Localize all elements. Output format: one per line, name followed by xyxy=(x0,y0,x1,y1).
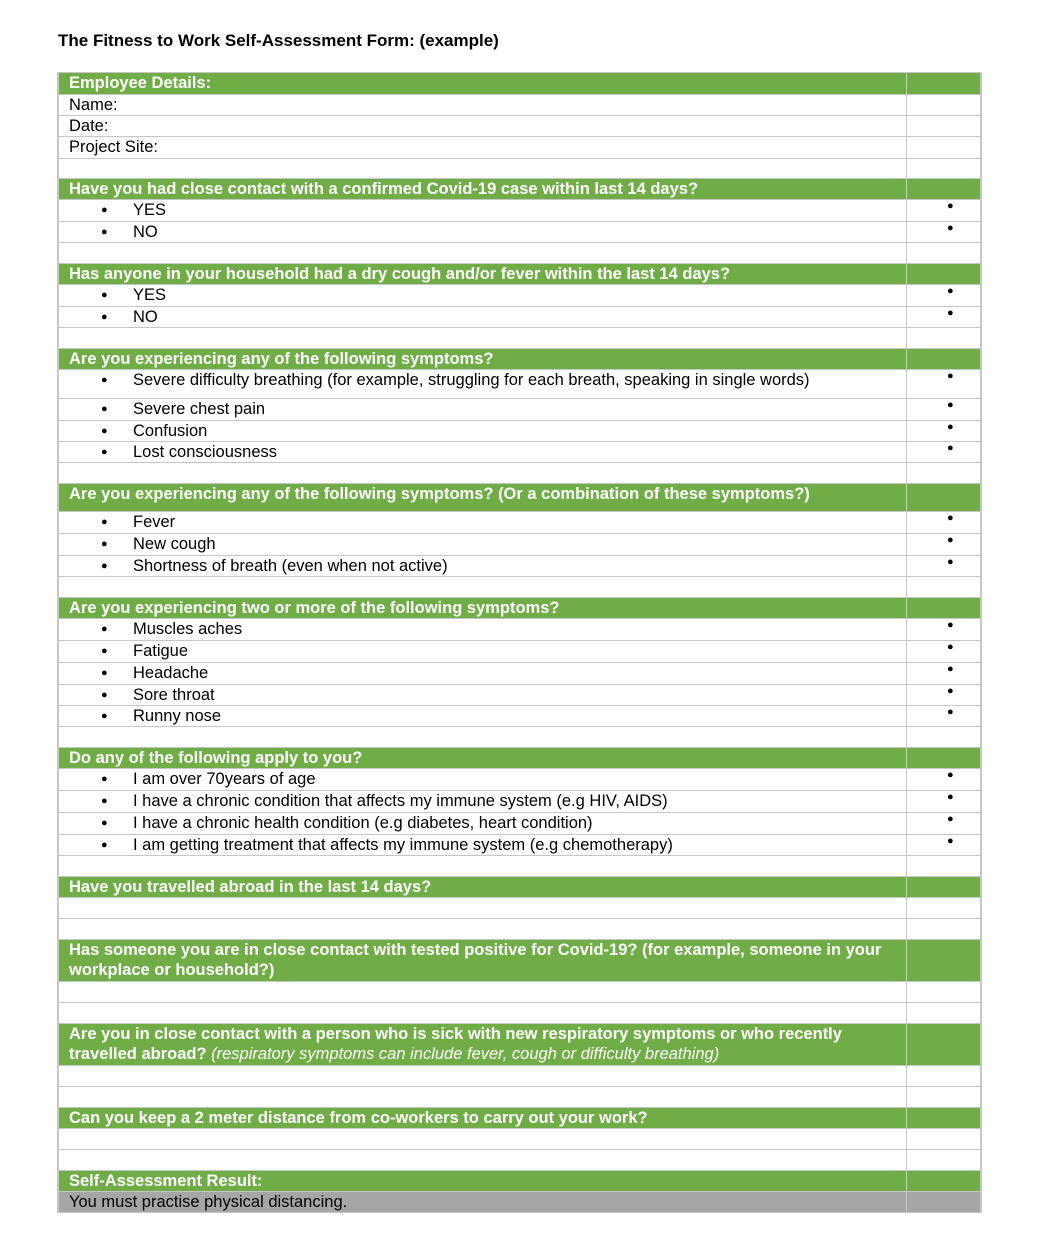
option-label: ● Severe chest pain xyxy=(59,399,907,420)
answer-bullet-icon[interactable]: ● xyxy=(947,534,954,546)
option-label: ● YES xyxy=(59,200,907,221)
result-text: You must practise physical distancing. xyxy=(59,1192,907,1212)
name-value[interactable] xyxy=(907,95,980,115)
q5-option[interactable] xyxy=(57,685,982,706)
answer-bullet-icon[interactable]: ● xyxy=(947,835,954,847)
spacer-row xyxy=(57,243,982,264)
answer-bullet-icon[interactable]: ● xyxy=(947,512,954,524)
answer-bullet-icon[interactable]: ● xyxy=(947,307,954,319)
result-row xyxy=(57,1192,982,1213)
question-text: Have you travelled abroad in the last 14 days? xyxy=(59,877,907,897)
q6-header xyxy=(57,748,982,769)
project-site-value[interactable] xyxy=(907,137,980,158)
spacer-row xyxy=(57,919,982,940)
q6-option[interactable] xyxy=(57,769,982,791)
answer-bullet-icon[interactable]: ● xyxy=(947,442,954,454)
option-label: ● I have a chronic health condition (e.g diabetes, heart condition) xyxy=(59,813,907,834)
q6-option[interactable] xyxy=(57,791,982,813)
q2-header xyxy=(57,264,982,285)
q10-header xyxy=(57,1108,982,1129)
q1-option-yes[interactable] xyxy=(57,200,982,222)
project-site-label: Project Site: xyxy=(59,137,907,158)
option-label: ● NO xyxy=(59,307,907,327)
date-value[interactable] xyxy=(907,116,980,136)
question-text xyxy=(59,1024,907,1065)
question-text-note: (respiratory symptoms can include fever, cough or difficulty breathing) xyxy=(211,1045,720,1063)
q2-option-no[interactable] xyxy=(57,307,982,328)
spacer-row xyxy=(57,727,982,748)
q1-option-no[interactable] xyxy=(57,222,982,243)
question-text: Are you experiencing two or more of the following symptoms? xyxy=(59,598,907,618)
q5-option[interactable] xyxy=(57,619,982,641)
spacer-row xyxy=(57,1003,982,1024)
q5-option[interactable] xyxy=(57,641,982,663)
option-label: ● I am over 70years of age xyxy=(59,769,907,790)
q9-header xyxy=(57,1024,982,1066)
q2-option-yes[interactable] xyxy=(57,285,982,307)
answer-bullet-icon[interactable]: ● xyxy=(947,285,954,297)
answer-bullet-icon[interactable]: ● xyxy=(947,813,954,825)
answer-bullet-icon[interactable]: ● xyxy=(947,706,954,718)
q8-header xyxy=(57,940,982,982)
option-label: ● NO xyxy=(59,222,907,242)
option-label: ● Shortness of breath (even when not active) xyxy=(59,556,907,576)
option-label: ● I have a chronic condition that affects my immune system (e.g HIV, AIDS) xyxy=(59,791,907,812)
result-header xyxy=(57,1171,982,1192)
q3-option[interactable] xyxy=(57,370,982,399)
answer-bullet-icon[interactable]: ● xyxy=(947,791,954,803)
q7-answer-row[interactable] xyxy=(57,898,982,919)
q6-option[interactable] xyxy=(57,813,982,835)
option-label: ● Severe difficulty breathing (for example, struggling for each breath, speaking in single words) xyxy=(59,370,907,398)
q3-option[interactable] xyxy=(57,442,982,463)
form-title: The Fitness to Work Self-Assessment Form: (example) xyxy=(58,31,499,50)
option-label: ● Confusion xyxy=(59,421,907,441)
q4-option[interactable] xyxy=(57,534,982,556)
answer-bullet-icon[interactable]: ● xyxy=(947,421,954,433)
option-label: ● Runny nose xyxy=(59,706,907,726)
q3-option[interactable] xyxy=(57,399,982,421)
q5-option[interactable] xyxy=(57,663,982,685)
q10-answer-row[interactable] xyxy=(57,1129,982,1150)
spacer-row xyxy=(57,1150,982,1171)
question-text: Are you experiencing any of the following symptoms? (Or a combination of these symptoms?) xyxy=(59,484,907,511)
answer-bullet-icon[interactable]: ● xyxy=(947,685,954,697)
question-text: Are you experiencing any of the following symptoms? xyxy=(59,349,907,369)
project-site-row[interactable] xyxy=(57,137,982,159)
spacer-row xyxy=(57,328,982,349)
option-label: ● Muscles aches xyxy=(59,619,907,640)
assessment-table xyxy=(57,72,982,1213)
option-label: ● I am getting treatment that affects my immune system (e.g chemotherapy) xyxy=(59,835,907,855)
name-row[interactable] xyxy=(57,95,982,116)
date-label: Date: xyxy=(59,116,907,136)
spacer-row xyxy=(57,463,982,484)
name-label: Name: xyxy=(59,95,907,115)
option-label: ● Headache xyxy=(59,663,907,684)
q5-header xyxy=(57,598,982,619)
q1-header xyxy=(57,179,982,200)
option-label: ● YES xyxy=(59,285,907,306)
q4-option[interactable] xyxy=(57,512,982,534)
option-label: ● Sore throat xyxy=(59,685,907,705)
answer-bullet-icon[interactable]: ● xyxy=(947,619,954,631)
answer-bullet-icon[interactable]: ● xyxy=(947,370,954,382)
option-label: ● Fever xyxy=(59,512,907,533)
answer-bullet-icon[interactable]: ● xyxy=(947,641,954,653)
answer-bullet-icon[interactable]: ● xyxy=(947,769,954,781)
q8-answer-row[interactable] xyxy=(57,982,982,1003)
result-header-text: Self-Assessment Result: xyxy=(59,1171,907,1191)
answer-bullet-icon[interactable]: ● xyxy=(947,399,954,411)
q5-option[interactable] xyxy=(57,706,982,727)
option-label: ● Lost consciousness xyxy=(59,442,907,462)
question-text-bold: Are you in close contact with a person who is sick with new respiratory symptoms or who recently travelled abroad? xyxy=(69,1025,842,1063)
q4-header xyxy=(57,484,982,512)
q3-option[interactable] xyxy=(57,421,982,442)
header-text: Employee Details: xyxy=(59,73,907,94)
answer-bullet-icon[interactable]: ● xyxy=(947,222,954,234)
question-text: Has someone you are in close contact with tested positive for Covid-19? (for example, someone in your workplace or household?) xyxy=(59,940,907,981)
question-text: Can you keep a 2 meter distance from co-workers to carry out your work? xyxy=(59,1108,907,1128)
option-label: ● New cough xyxy=(59,534,907,555)
employee-details-header xyxy=(57,73,982,95)
spacer-row xyxy=(57,1087,982,1108)
answer-bullet-icon[interactable]: ● xyxy=(947,663,954,675)
date-row[interactable] xyxy=(57,116,982,137)
question-text: Do any of the following apply to you? xyxy=(59,748,907,768)
option-label: ● Fatigue xyxy=(59,641,907,662)
spacer-row xyxy=(57,159,982,179)
q6-option[interactable] xyxy=(57,835,982,856)
answer-bullet-icon[interactable]: ● xyxy=(947,200,954,212)
spacer-row xyxy=(57,856,982,877)
question-text: Have you had close contact with a confirmed Covid-19 case within last 14 days? xyxy=(59,179,907,199)
q4-option[interactable] xyxy=(57,556,982,577)
question-text: Has anyone in your household had a dry cough and/or fever within the last 14 days? xyxy=(59,264,907,284)
spacer-row xyxy=(57,577,982,598)
q9-answer-row[interactable] xyxy=(57,1066,982,1087)
q7-header xyxy=(57,877,982,898)
q3-header xyxy=(57,349,982,370)
answer-bullet-icon[interactable]: ● xyxy=(947,556,954,568)
